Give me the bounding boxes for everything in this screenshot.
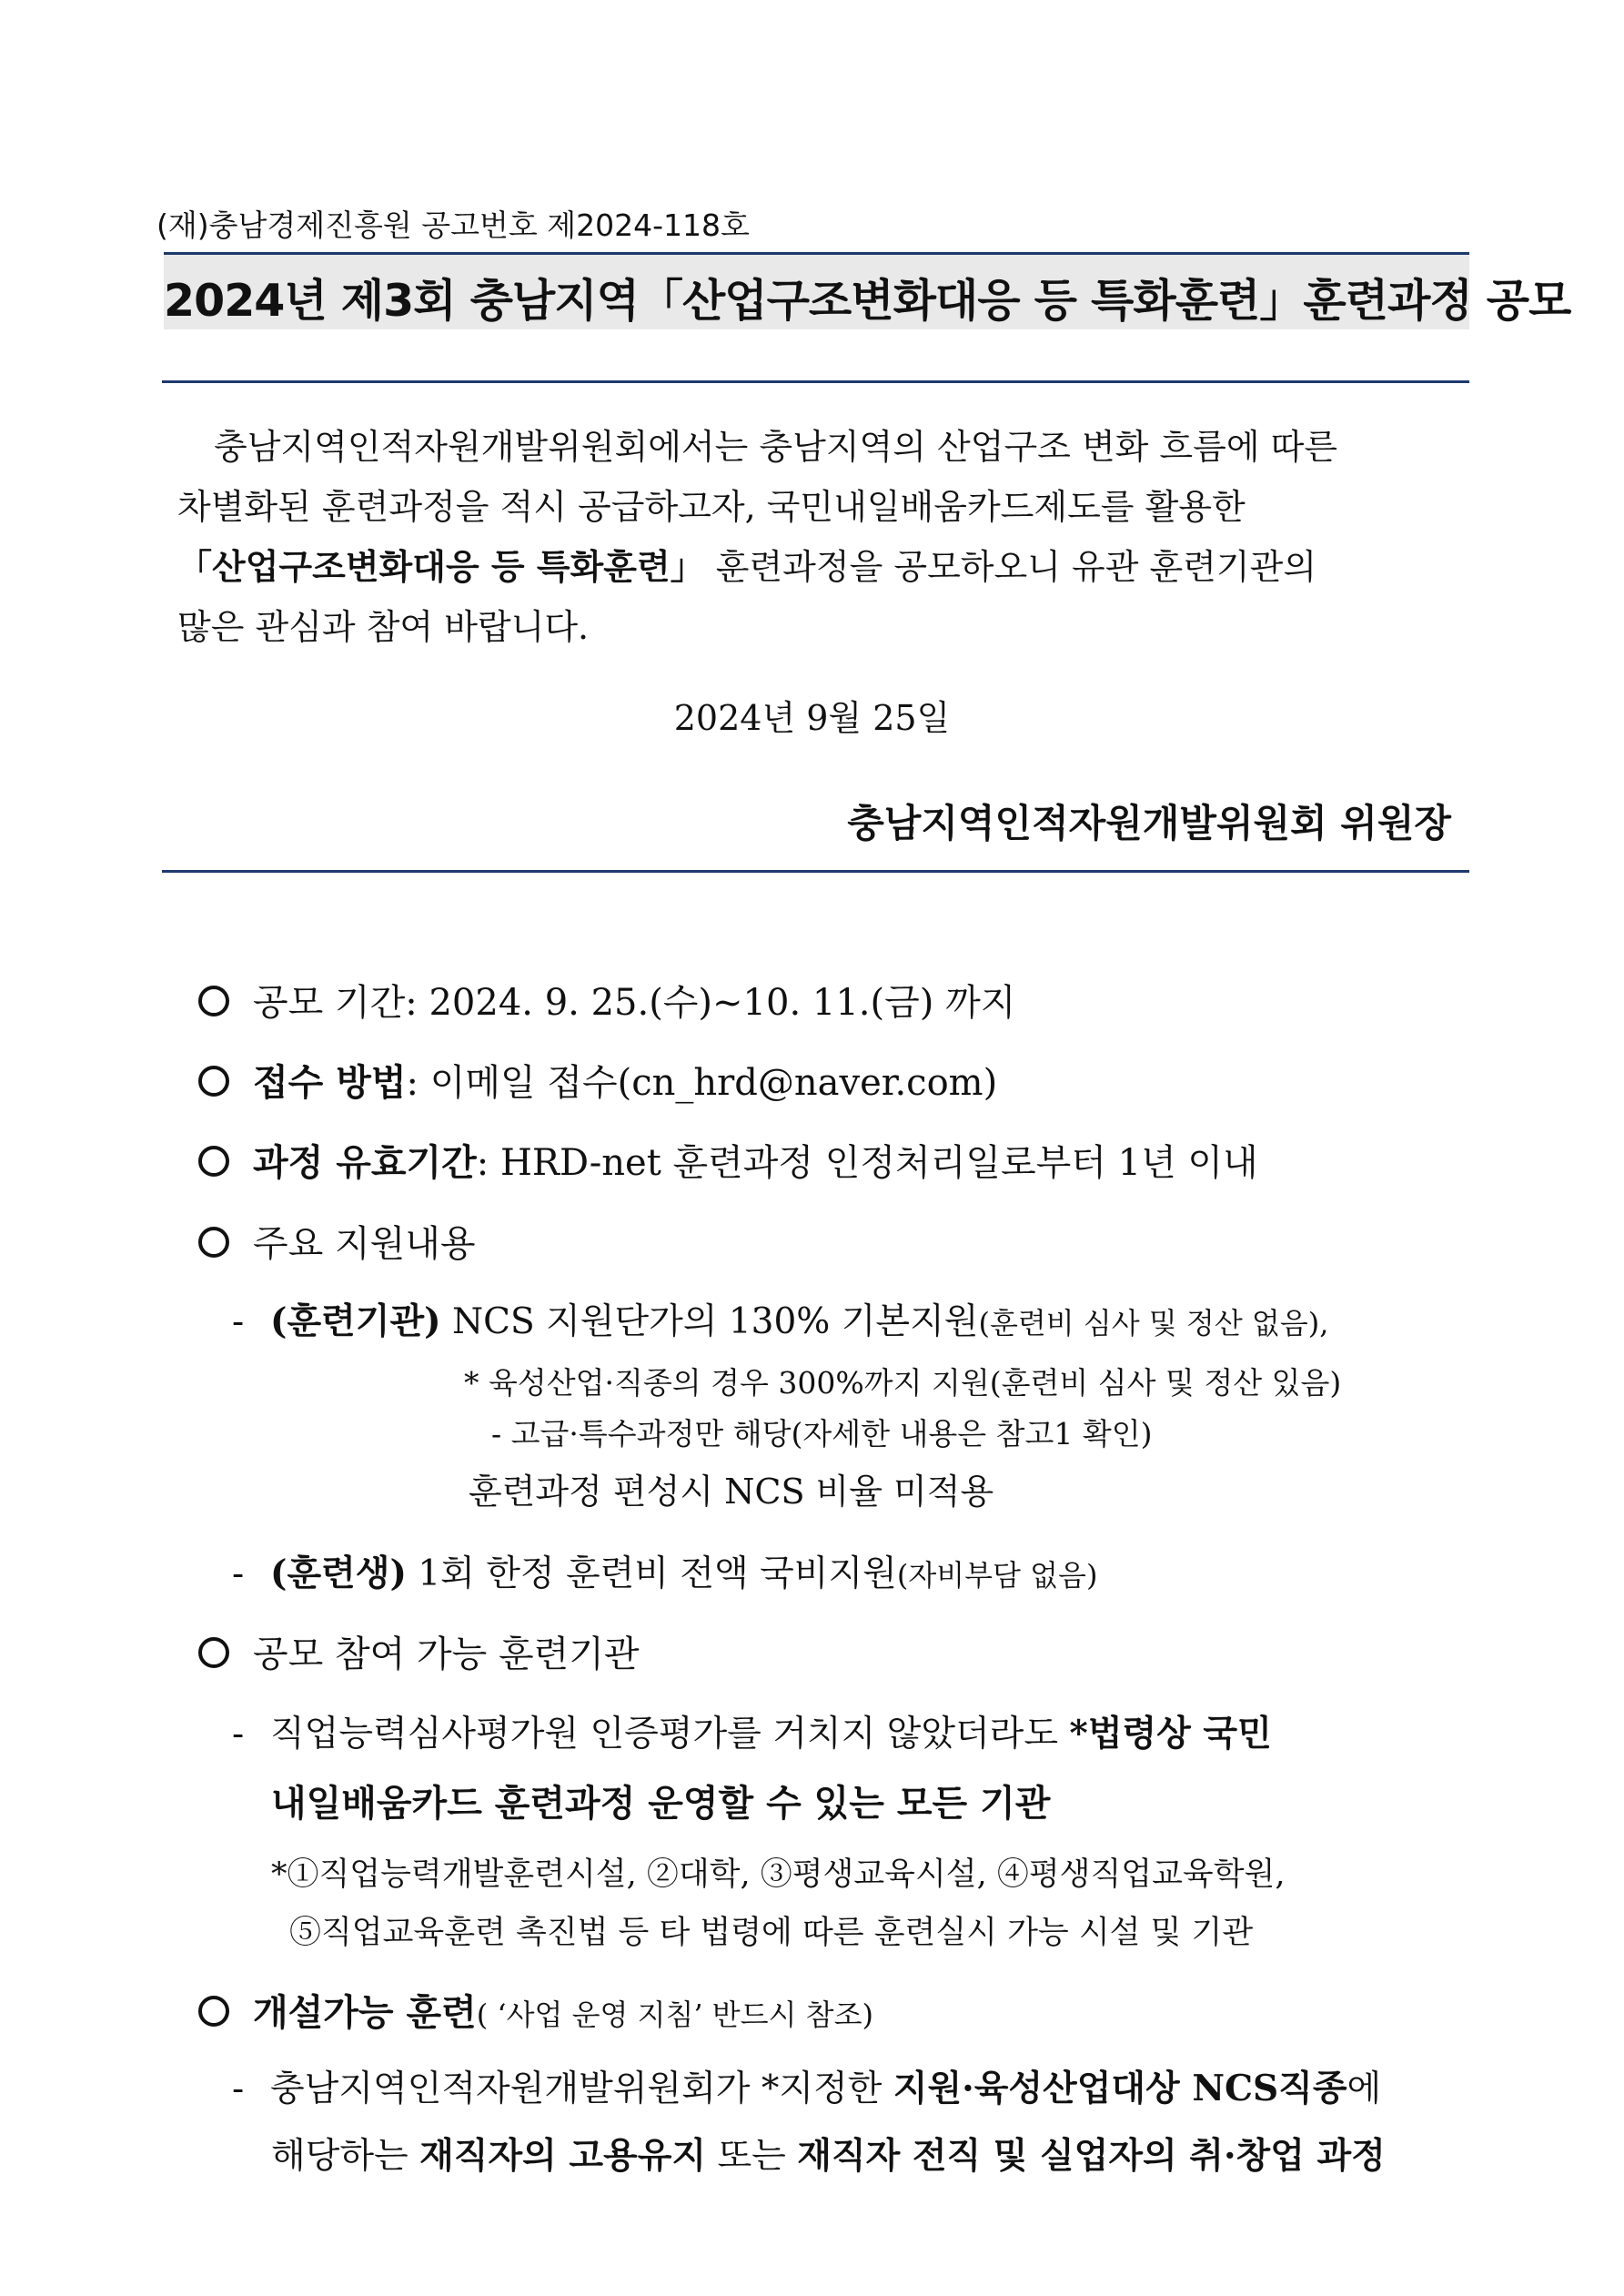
support-trainee-label: (훈련생) <box>270 1553 407 1594</box>
notice-date: 2024년 9월 25일 <box>673 698 951 738</box>
support-org-label: (훈련기관) <box>270 1300 441 1342</box>
section-label: 공모 참여 가능 훈련기관 <box>253 1633 640 1675</box>
open-text: 해당하는 <box>271 2136 420 2177</box>
section-eligible <box>198 1625 640 1677</box>
circle-bullet-icon <box>198 1996 229 2027</box>
section-note: ( ‘사업 운영 지침’ 반드시 참조) <box>476 1998 873 2032</box>
support-trainee: - (훈련생) 1회 한정 훈련비 전액 국비지원(자비부담 없음) <box>232 1553 1098 1594</box>
intro-line: 많은 관심과 참여 바랍니다. <box>177 607 590 647</box>
section-period <box>198 974 1015 1026</box>
section-label: 접수 방법 <box>253 1061 407 1104</box>
open-text: 또는 <box>706 2136 798 2177</box>
signer: 충남지역인적자원개발위원회 위원장 <box>847 801 1451 845</box>
eligible-note-1: *①직업능력개발훈련시설, ②대학, ③평생교육시설, ④평생직업교육학원, <box>271 1856 1286 1893</box>
open-bold: 지원·육성산업대상 NCS직종 <box>893 2068 1347 2109</box>
eligible-line-1: - 직업능력심사평가원 인증평가를 거치지 않았더라도 *법령상 국민 <box>232 1713 1272 1755</box>
open-line-1: - 충남지역인적자원개발위원회가 *지정한 지원·육성산업대상 NCS직종에 <box>232 2068 1382 2109</box>
intro-line: 차별화된 훈련과정을 적시 공급하고자, 국민내일배움카드제도를 활용한 <box>177 487 1246 527</box>
eligible-bold: *법령상 국민 <box>1069 1713 1272 1755</box>
page-title: 2024년 제3회 충남지역「산업구조변화대응 등 특화훈련」훈련과정 공모 <box>164 275 1571 327</box>
open-bold: 재직자의 고용유지 <box>419 2135 707 2177</box>
notice-number: (재)충남경제진흥원 공고번호 제2024-118호 <box>156 207 750 243</box>
circle-bullet-icon <box>198 1146 229 1177</box>
support-org-text: NCS 지원단가의 130% 기본지원 <box>440 1301 979 1342</box>
support-note-3: 훈련과정 편성시 NCS 비율 미적용 <box>469 1472 994 1512</box>
section-validity <box>198 1134 1258 1186</box>
circle-bullet-icon <box>198 1227 229 1258</box>
open-text: 에 <box>1347 2068 1382 2109</box>
intro-line <box>177 537 1451 597</box>
support-note-1: * 육성산업·직종의 경우 300%까지 지원(훈련비 심사 및 정산 있음) <box>464 1365 1342 1401</box>
section-label: 주요 지원내용 <box>253 1223 476 1265</box>
title-banner <box>164 252 1571 329</box>
open-bold: 재직자 전직 및 실업자의 취·창업 과정 <box>797 2135 1386 2177</box>
support-trainee-text: 1회 한정 훈련비 전액 국비지원 <box>406 1553 897 1594</box>
section-value: : HRD-net 훈련과정 인정처리일로부터 1년 이내 <box>476 1142 1258 1184</box>
support-trainee-note: (자비부담 없음) <box>896 1558 1098 1593</box>
circle-bullet-icon <box>198 986 229 1017</box>
program-name: 「산업구조변화대응 등 특화훈련」 <box>177 546 705 587</box>
support-org-note: (훈련비 심사 및 정산 없음), <box>978 1306 1329 1340</box>
intro-line: 충남지역인적자원개발위원회에서는 충남지역의 산업구조 변화 흐름에 따른 <box>214 427 1338 467</box>
section-method <box>198 1054 997 1106</box>
eligible-text: 직업능력심사평가원 인증평가를 거치지 않았더라도 <box>270 1714 1070 1755</box>
section-value: : 이메일 접수(cn_hrd@naver.com) <box>406 1062 998 1104</box>
support-org: - (훈련기관) NCS 지원단가의 130% 기본지원(훈련비 심사 및 정산 없음), <box>232 1300 1329 1342</box>
section-label: 개설가능 훈련 <box>253 1991 477 2034</box>
intro-text: 훈련과정을 공모하오니 유관 훈련기관의 <box>704 547 1317 587</box>
eligible-line-2: 내일배움카드 훈련과정 운영할 수 있는 모든 기관 <box>271 1782 1051 1825</box>
divider-top <box>162 380 1469 383</box>
section-open-training <box>198 1984 873 2036</box>
open-text: 충남지역인적자원개발위원회가 *지정한 <box>270 2068 893 2109</box>
section-label: 공모 기간 <box>253 982 406 1024</box>
eligible-note-2: ⑤직업교육훈련 촉진법 등 타 법령에 따른 훈련실시 가능 시설 및 기관 <box>289 1915 1254 1951</box>
support-note-2: - 고급·특수과정만 해당(자세한 내용은 참고1 확인) <box>491 1416 1153 1451</box>
divider-bottom <box>162 870 1469 873</box>
section-value: : 2024. 9. 25.(수)~10. 11.(금) 까지 <box>405 982 1016 1024</box>
circle-bullet-icon <box>198 1066 229 1097</box>
circle-bullet-icon <box>198 1637 229 1668</box>
section-support <box>198 1215 476 1267</box>
section-label: 과정 유효기간 <box>253 1141 477 1184</box>
open-line-2 <box>271 2128 1386 2179</box>
intro-paragraph <box>177 417 1451 657</box>
